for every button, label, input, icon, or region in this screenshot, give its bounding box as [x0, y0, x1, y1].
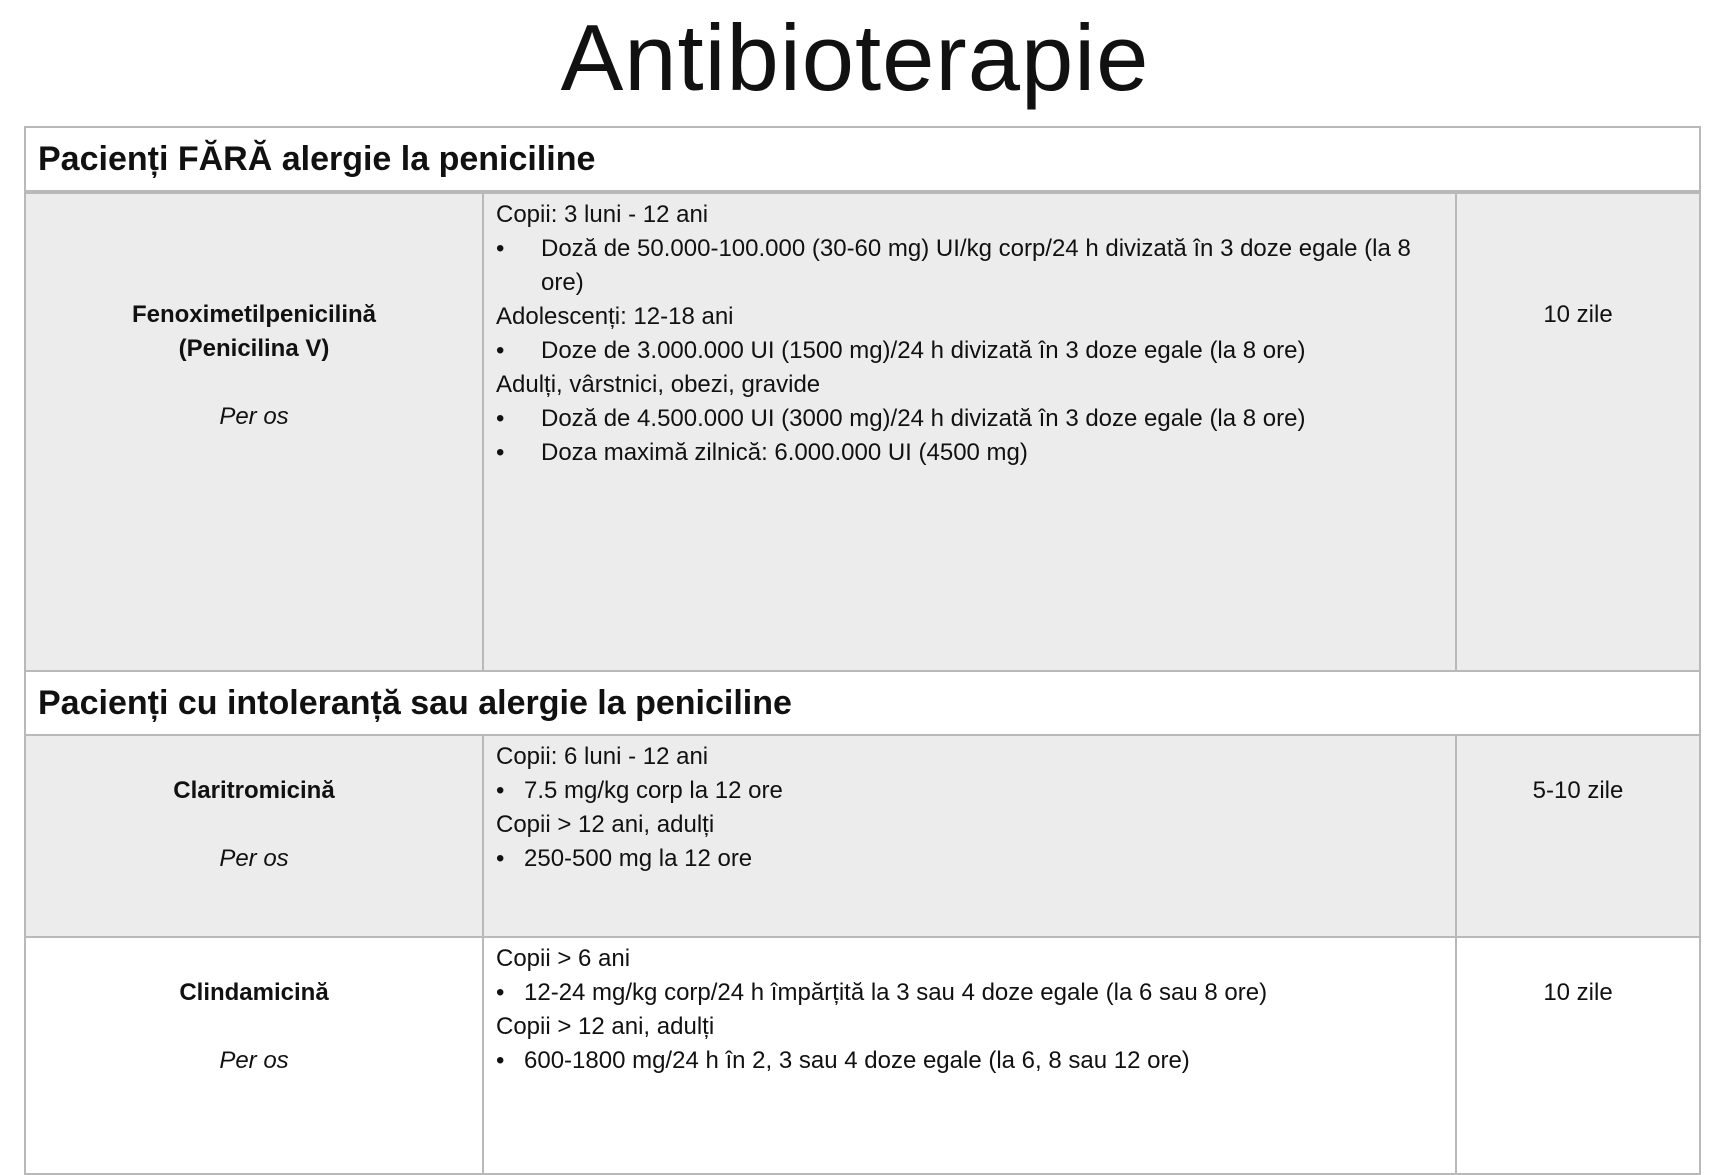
- bullet-glyph: •: [496, 777, 505, 804]
- dosing-bullet: [496, 1044, 1443, 1078]
- dosing-cell: [483, 735, 1456, 937]
- dosing-bullet-text: Doza maximă zilnică: 6.000.000 UI (4500 mg): [541, 439, 1028, 466]
- dosing-group-label: Copii > 12 ani, adulți: [496, 1013, 715, 1040]
- bullet-glyph: •: [496, 337, 505, 364]
- bullet-glyph: •: [496, 235, 505, 262]
- dosing-bullet: [496, 436, 1443, 470]
- bullet-glyph: •: [496, 439, 505, 466]
- dosing-bullet: [496, 232, 1443, 300]
- slide-title: Antibioterapie: [560, 5, 1150, 110]
- dosing-bullet: [496, 402, 1443, 436]
- drug-name: Clindamicină: [179, 979, 329, 1006]
- dosing-cell: [483, 192, 1456, 671]
- bullet-glyph: •: [496, 845, 505, 872]
- drug-route: Per os: [219, 845, 289, 872]
- dosing-cell: [483, 937, 1456, 1174]
- section-header-row: [25, 671, 1700, 735]
- dosing-group-label: Copii: 3 luni - 12 ani: [496, 201, 709, 228]
- dosing-bullet: [496, 976, 1443, 1010]
- dosing-group-label: Copii > 12 ani, adulți: [496, 811, 715, 838]
- drug-cell: [25, 735, 483, 937]
- table-row: [25, 937, 1700, 1174]
- section-header-row: [25, 127, 1700, 192]
- dosing-bullet-text: 7.5 mg/kg corp la 12 ore: [524, 777, 783, 804]
- duration-cell: 5-10 zile: [1456, 735, 1700, 937]
- drug-name: Fenoximetilpenicilină: [131, 301, 377, 328]
- dosing-bullet: [496, 842, 1443, 876]
- section-heading: Pacienți cu intoleranță sau alergie la peniciline: [25, 671, 1700, 735]
- duration-cell: 10 zile: [1456, 937, 1700, 1174]
- bullet-glyph: •: [496, 979, 505, 1006]
- bullet-glyph: •: [496, 1047, 505, 1074]
- section-heading: Pacienți FĂRĂ alergie la peniciline: [25, 127, 1700, 192]
- dosing-group-label: Adolescenți: 12-18 ani: [496, 303, 734, 330]
- dosing-group-label: Copii > 6 ani: [496, 945, 631, 972]
- duration-cell: 10 zile: [1456, 192, 1700, 671]
- dosing-bullet-text: Doze de 3.000.000 UI (1500 mg)/24 h divizată în 3 doze egale (la 8 ore): [541, 337, 1306, 364]
- dosing-bullet-text: Doză de 4.500.000 UI (3000 mg)/24 h divizată în 3 doze egale (la 8 ore): [541, 405, 1306, 432]
- dosing-bullet: [496, 774, 1443, 808]
- drug-cell: [25, 192, 483, 671]
- drug-name-alt: (Penicilina V): [178, 335, 330, 362]
- dosing-bullet: [496, 334, 1443, 368]
- dosing-bullet-text: 600-1800 mg/24 h în 2, 3 sau 4 doze egale (la 6, 8 sau 12 ore): [524, 1047, 1190, 1074]
- dosing-group-label: Copii: 6 luni - 12 ani: [496, 743, 709, 770]
- antibiotic-table: [24, 126, 1701, 1175]
- table-row: [25, 735, 1700, 937]
- drug-name: Claritromicină: [173, 777, 335, 804]
- dosing-group-label: Adulți, vârstnici, obezi, gravide: [496, 371, 821, 398]
- dosing-bullet-text: Doză de 50.000-100.000 (30-60 mg) UI/kg corp/24 h divizată în 3 doze egale (la 8 ore): [541, 235, 1411, 296]
- table-row: [25, 192, 1700, 671]
- dosing-bullet-text: 12-24 mg/kg corp/24 h împărțită la 3 sau 4 doze egale (la 6 sau 8 ore): [524, 979, 1268, 1006]
- bullet-glyph: •: [496, 405, 505, 432]
- drug-route: Per os: [219, 403, 289, 430]
- drug-route: Per os: [219, 1047, 289, 1074]
- drug-cell: [25, 937, 483, 1174]
- dosing-bullet-text: 250-500 mg la 12 ore: [524, 845, 753, 872]
